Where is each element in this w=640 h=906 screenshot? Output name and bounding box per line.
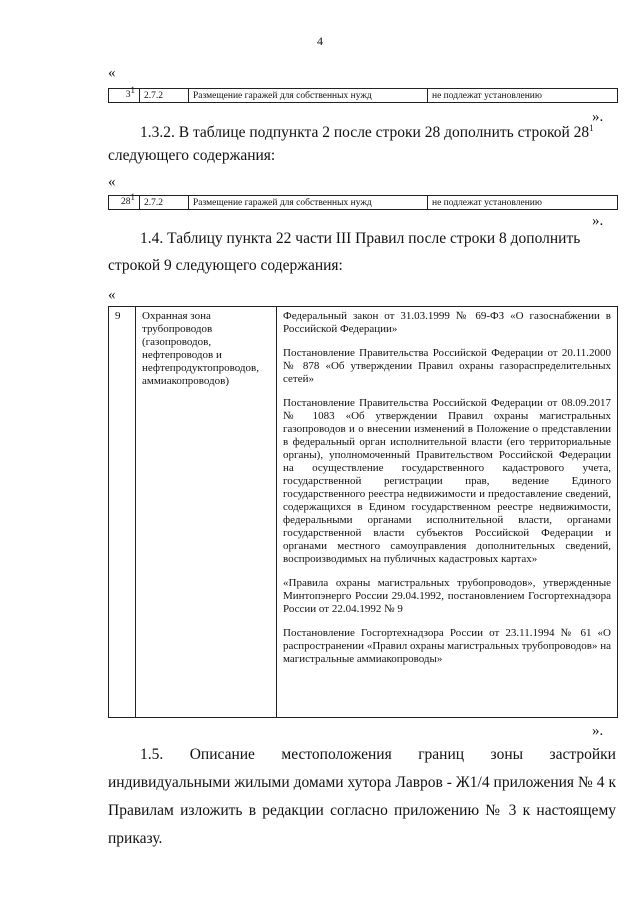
- zone-line: нефтепроводов и: [142, 349, 222, 361]
- word: местоположения: [281, 746, 392, 763]
- word: Описание: [189, 746, 255, 763]
- zone-name: [136, 307, 277, 718]
- paragraph-line: 1.3.2. В таблице подпункта 2 после строки 28 дополнить строкой $28^1$: [140, 122, 594, 141]
- document-entry: Постановление Правительства Российской Федерации от 08.09.2017 № 1083 «Об утверждении Правил охраны магистральных газопроводов и о внесении изменений в Положение о представлении в федеральный орган исполнительной власти (его территориальные органы), уполномоченный Правительством Российской Федерации на осуществление государственного кадастрового учета, государственной регистрации прав, ведение Единого государственного реестра недвижимости и предоставление сведений, содержащихся в Едином государственном реестре недвижимости, федеральными органами исполнительной власти, органами государственной власти субъектов Российской Федерации и органами местного самоуправления дополнительных сведений, воспроизводимых на публичных кадастровых картах»: [283, 397, 611, 565]
- row-table-a: [108, 85, 618, 103]
- document-entry: Постановление Правительства Российской Федерации от 20.11.2000 № 878 «Об утверждении Правил охраны газораспределительных сетей»: [283, 347, 611, 385]
- paragraph-line: 1.4. Таблицу пункта 22 части III Правил после строки 8 дополнить: [140, 230, 581, 247]
- paragraph-1-5: [108, 741, 616, 853]
- zone-line: трубопроводов: [142, 323, 213, 335]
- row-value: не подлежат установлению: [428, 196, 618, 210]
- row-code: 2.7.2: [140, 196, 189, 210]
- close-quote: ».: [592, 723, 604, 739]
- paragraph-line: индивидуальными жилыми домами хутора Лавров - Ж1/4 приложения № 4 к: [108, 774, 616, 791]
- row-table-b: [108, 192, 618, 210]
- row-value: не подлежат установлению: [428, 89, 618, 103]
- row-name: Размещение гаражей для собственных нужд: [189, 196, 428, 210]
- word: зоны: [490, 746, 524, 763]
- row-name: Размещение гаражей для собственных нужд: [189, 89, 428, 103]
- word: границ: [418, 746, 465, 763]
- open-quote: «: [108, 174, 116, 190]
- row-number: 281: [109, 196, 140, 210]
- row-number: 31: [109, 89, 140, 103]
- zone-line: нефтепродуктопроводов,: [142, 362, 259, 374]
- paragraph-1-3-2: [108, 124, 616, 165]
- page-number: 4: [317, 34, 323, 48]
- table-row: [109, 89, 618, 103]
- word: застройки: [549, 746, 616, 763]
- close-quote: ».: [592, 213, 604, 229]
- close-quote: ».: [592, 109, 604, 125]
- legal-documents: [277, 307, 618, 718]
- paragraph-line: Правилам изложить в редакции согласно приложению № 3 к настоящему: [108, 802, 616, 819]
- paragraph-line: следующего содержания:: [108, 147, 276, 164]
- open-quote: «: [108, 287, 116, 303]
- paragraph-line: строкой 9 следующего содержания:: [108, 257, 343, 274]
- word: 1.5.: [140, 746, 164, 763]
- zone-line: аммиакопроводов): [142, 375, 230, 387]
- open-quote: «: [108, 65, 116, 81]
- document-entry: Постановление Госгортехнадзора России от 23.11.1994 № 61 «О распространении «Правил охраны магистральных трубопроводов» на магистральные аммиакопроводы»: [283, 627, 611, 665]
- table-row: [109, 307, 618, 718]
- paragraph-line: [108, 741, 616, 769]
- row-code: 2.7.2: [140, 89, 189, 103]
- table-row: [109, 196, 618, 210]
- zone-line: Охранная зона: [142, 310, 211, 322]
- paragraph-1-4: [108, 230, 616, 275]
- zone-line: (газопроводов,: [142, 336, 212, 348]
- zone-table: [108, 306, 618, 718]
- row-number: 9: [109, 307, 136, 718]
- document-entry: Федеральный закон от 31.03.1999 № 69-ФЗ «О газоснабжении в Российской Федерации»: [283, 310, 611, 335]
- document-entry: «Правила охраны магистральных трубопроводов», утвержденные Минтопэнерго России 29.04.1992, постановлением Госгортехнадзора России от 22.04.1992 № 9: [283, 577, 611, 615]
- paragraph-line: приказу.: [108, 830, 163, 847]
